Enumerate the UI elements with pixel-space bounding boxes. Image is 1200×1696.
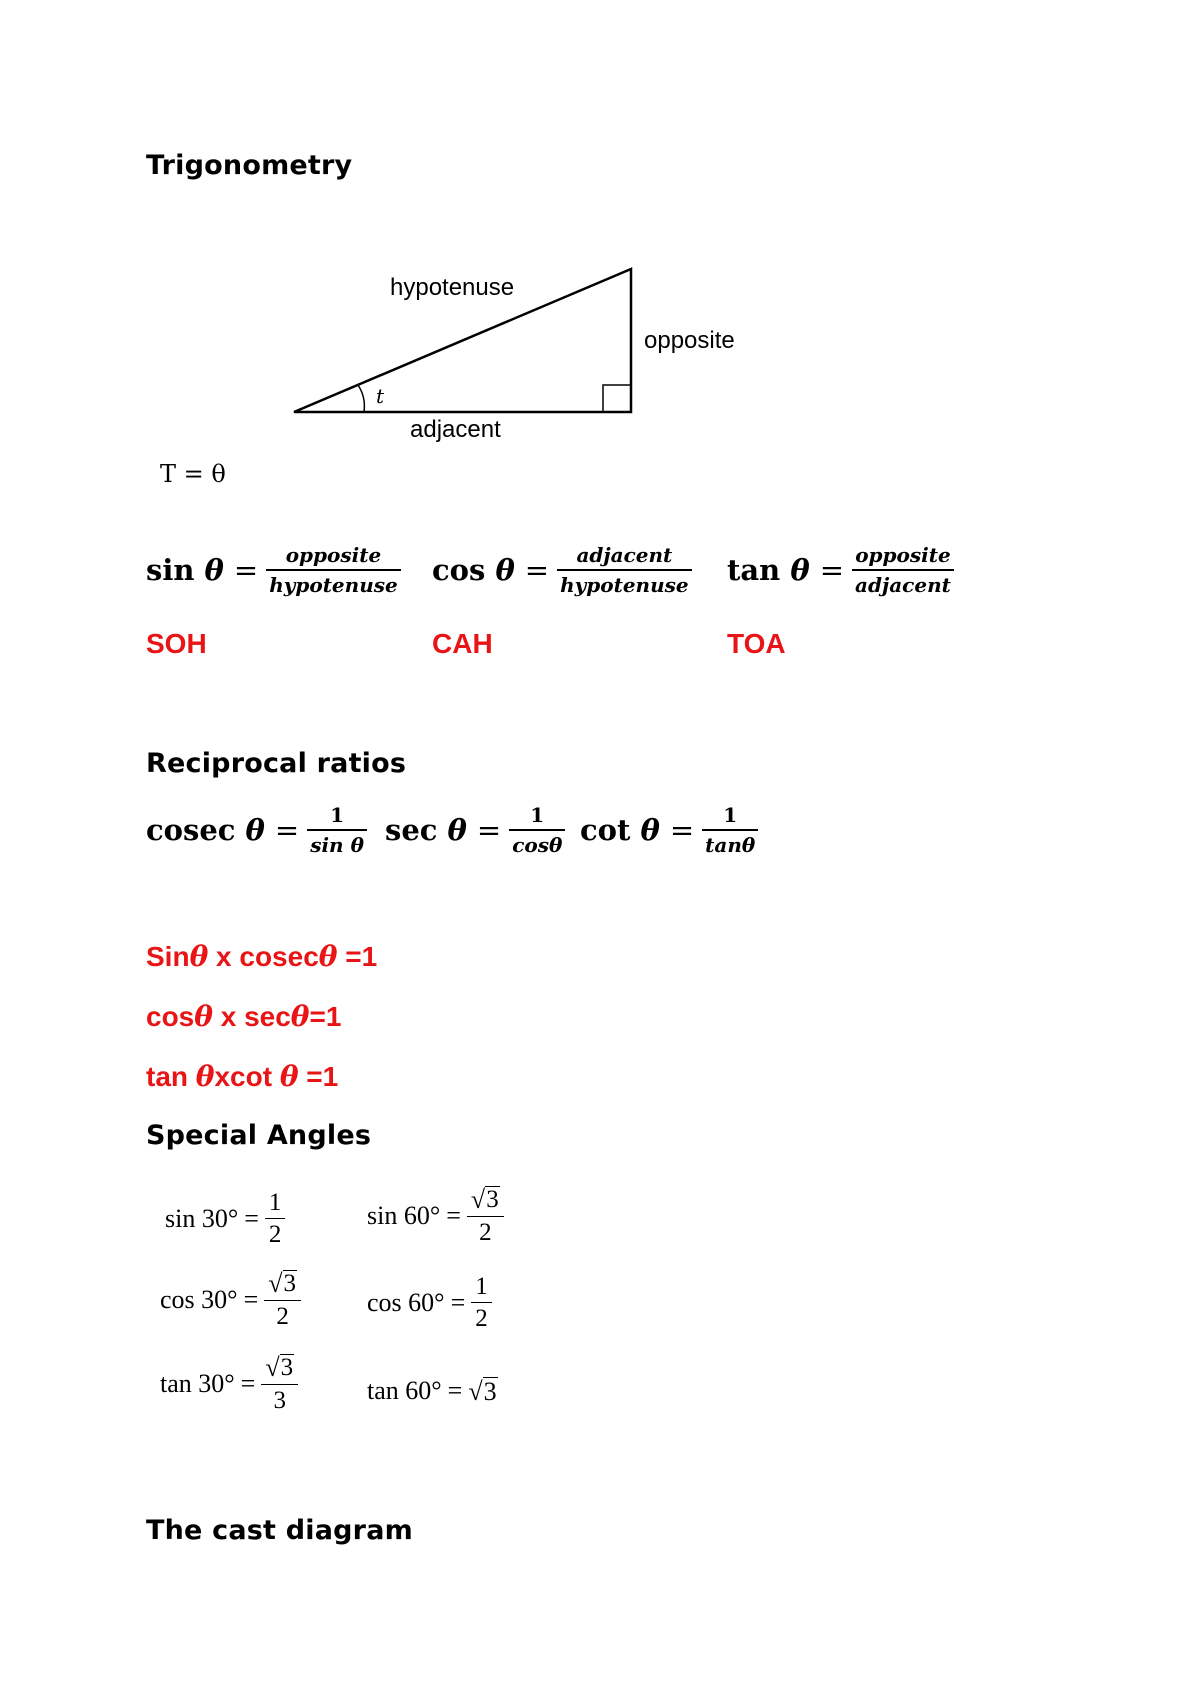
fraction bbox=[307, 805, 367, 855]
denominator: tanθ bbox=[705, 833, 756, 857]
right-triangle-diagram bbox=[280, 255, 760, 455]
denominator: hypotenuse bbox=[269, 573, 398, 597]
angle-arc bbox=[358, 385, 364, 412]
fraction-bar bbox=[265, 1218, 286, 1219]
denominator: sin θ bbox=[310, 833, 364, 857]
tan-ratio bbox=[727, 545, 954, 595]
fraction-bar bbox=[702, 829, 758, 831]
adjacent-label: adjacent bbox=[410, 416, 501, 443]
fraction bbox=[702, 805, 758, 855]
angle-label: t bbox=[376, 384, 385, 408]
numerator: opposite bbox=[855, 543, 951, 567]
identity-tan-cot bbox=[146, 1060, 338, 1093]
denominator: 2 bbox=[479, 1219, 492, 1247]
equals: = bbox=[244, 1203, 259, 1233]
sqrt bbox=[268, 1270, 297, 1297]
identity-part: xcot bbox=[214, 1061, 280, 1092]
fn-name: cot bbox=[580, 813, 631, 847]
fraction bbox=[265, 1190, 286, 1247]
equals: = bbox=[524, 553, 550, 587]
fn-name: sin bbox=[146, 553, 195, 587]
identity-part: =1 bbox=[298, 1061, 339, 1092]
equals: = bbox=[450, 1287, 466, 1317]
radical-sign: √ bbox=[265, 1353, 280, 1383]
fraction-bar bbox=[852, 569, 954, 571]
mnemonic-soh: SOH bbox=[146, 628, 207, 659]
theta: θ bbox=[195, 1060, 215, 1093]
cos30-value bbox=[160, 1270, 301, 1329]
radicand: 3 bbox=[486, 1186, 499, 1213]
numerator: 1 bbox=[530, 803, 545, 827]
identity-part: tan bbox=[146, 1061, 196, 1092]
hypotenuse-label: hypotenuse bbox=[390, 274, 515, 301]
fn-name: tan bbox=[727, 553, 781, 587]
equals: = bbox=[240, 1368, 256, 1398]
mnemonic-cah: CAH bbox=[432, 628, 493, 659]
mnemonic-toa: TOA bbox=[727, 628, 786, 659]
fraction bbox=[471, 1274, 492, 1331]
equals: = bbox=[446, 1200, 461, 1230]
theta: θ bbox=[290, 1000, 310, 1033]
numerator: opposite bbox=[285, 543, 382, 567]
identity-part: =1 bbox=[309, 1001, 342, 1032]
cot-ratio bbox=[580, 805, 758, 855]
identity-part: =1 bbox=[337, 941, 378, 972]
denominator: hypotenuse bbox=[560, 573, 689, 597]
fraction-bar bbox=[557, 569, 692, 571]
cos60-value bbox=[367, 1274, 492, 1331]
numerator: 1 bbox=[268, 1189, 282, 1216]
equals: = bbox=[819, 553, 845, 587]
sqrt bbox=[468, 1377, 497, 1405]
denominator: 2 bbox=[268, 1221, 282, 1248]
identity-sin-cosec bbox=[146, 940, 377, 973]
right-angle-marker bbox=[603, 385, 631, 412]
equals: = bbox=[669, 813, 695, 847]
theta: θ bbox=[495, 553, 515, 587]
theta: θ bbox=[204, 553, 224, 587]
numerator bbox=[467, 1186, 504, 1213]
identity-part: x cosec bbox=[208, 941, 319, 972]
identity-part: Sin bbox=[146, 941, 190, 972]
numerator: 1 bbox=[723, 803, 738, 827]
fn-name: cosec bbox=[146, 813, 236, 847]
fraction-bar bbox=[467, 1216, 504, 1217]
denominator: 3 bbox=[273, 1387, 286, 1415]
fraction bbox=[557, 545, 692, 595]
fraction bbox=[467, 1186, 504, 1245]
lhs: cos 30° bbox=[160, 1284, 238, 1314]
numerator: adjacent bbox=[576, 543, 673, 567]
equals: = bbox=[233, 553, 259, 587]
fraction bbox=[264, 1270, 301, 1329]
fraction-bar bbox=[264, 1300, 301, 1301]
fn-name: sec bbox=[385, 813, 438, 847]
denominator: 2 bbox=[475, 1305, 488, 1332]
numerator bbox=[261, 1354, 298, 1381]
special-angles-heading: Special Angles bbox=[146, 1120, 372, 1151]
theta: θ bbox=[640, 813, 660, 847]
theta: θ bbox=[279, 1060, 299, 1093]
fn-name: cos bbox=[432, 553, 486, 587]
lhs: sin 30° bbox=[165, 1203, 239, 1233]
sqrt bbox=[471, 1186, 500, 1213]
identity-part: x sec bbox=[212, 1001, 291, 1032]
fraction bbox=[261, 1354, 298, 1413]
cast-diagram-heading: The cast diagram bbox=[146, 1515, 413, 1546]
fraction-bar bbox=[266, 569, 401, 571]
theta: θ bbox=[318, 940, 338, 973]
numerator: 1 bbox=[330, 803, 345, 827]
identity-part: cos bbox=[146, 1001, 195, 1032]
denominator: 2 bbox=[276, 1303, 289, 1331]
theta: θ bbox=[790, 553, 810, 587]
numerator: 1 bbox=[475, 1273, 488, 1300]
radicand: 3 bbox=[483, 1376, 497, 1406]
lhs: tan 60° bbox=[367, 1376, 442, 1405]
radical-sign: √ bbox=[468, 1377, 483, 1407]
fraction bbox=[852, 545, 954, 595]
radical-sign: √ bbox=[268, 1269, 283, 1299]
theta: θ bbox=[245, 813, 265, 847]
equals: = bbox=[274, 813, 300, 847]
lhs: cos 60° bbox=[367, 1287, 445, 1317]
denominator: cosθ bbox=[512, 833, 563, 857]
denominator: adjacent bbox=[855, 573, 951, 597]
page-title: Trigonometry bbox=[146, 150, 353, 181]
identity-cos-sec bbox=[146, 1000, 341, 1033]
fraction-bar bbox=[261, 1384, 298, 1385]
sin30-value bbox=[165, 1190, 285, 1247]
tan30-value bbox=[160, 1354, 298, 1413]
equals: = bbox=[447, 1376, 463, 1405]
fraction-bar bbox=[471, 1302, 492, 1303]
sqrt bbox=[265, 1354, 294, 1381]
opposite-label: opposite bbox=[644, 327, 735, 354]
cos-ratio bbox=[432, 545, 692, 595]
sin-ratio bbox=[146, 545, 401, 595]
angle-note: T = θ bbox=[160, 460, 226, 488]
radicand: 3 bbox=[283, 1270, 297, 1297]
lhs: tan 30° bbox=[160, 1368, 235, 1398]
numerator bbox=[264, 1270, 301, 1297]
radical-sign: √ bbox=[470, 1185, 486, 1215]
fraction bbox=[266, 545, 401, 595]
lhs: sin 60° bbox=[367, 1200, 441, 1230]
sin60-value bbox=[367, 1186, 504, 1245]
theta: θ bbox=[447, 813, 467, 847]
theta: θ bbox=[189, 940, 209, 973]
equals: = bbox=[243, 1284, 259, 1314]
fraction-bar bbox=[307, 829, 367, 831]
reciprocal-heading: Reciprocal ratios bbox=[146, 748, 407, 779]
fraction bbox=[509, 805, 565, 855]
equals: = bbox=[476, 813, 502, 847]
fraction-bar bbox=[509, 829, 565, 831]
tan60-value bbox=[367, 1376, 498, 1406]
sec-ratio bbox=[385, 805, 565, 855]
cosec-ratio bbox=[146, 805, 367, 855]
radicand: 3 bbox=[280, 1354, 294, 1381]
theta: θ bbox=[194, 1000, 213, 1033]
